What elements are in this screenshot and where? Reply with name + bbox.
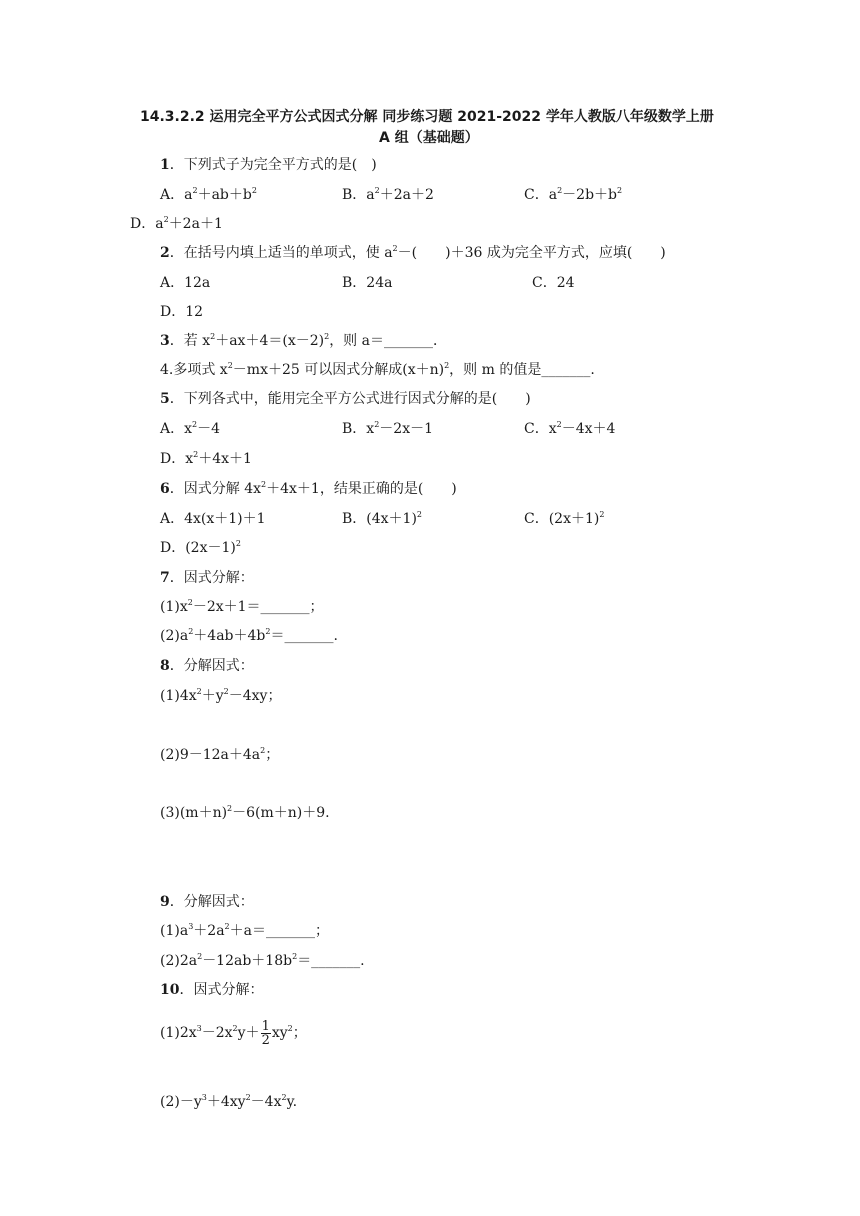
question-6-stem [160, 480, 457, 498]
question-text: －( )＋36 成为完全平方式，应填( ) [397, 245, 666, 261]
q7-part-2 [160, 627, 338, 645]
expr: (1)a [160, 923, 189, 939]
expr: (1)4x [160, 688, 197, 704]
fraction-one-half [261, 1020, 271, 1047]
expr: ＋a＝_______； [229, 923, 329, 939]
expr: y＋ [237, 1025, 260, 1041]
q1-option-b [342, 186, 434, 204]
q10-part-1 [160, 1016, 307, 1050]
question-number: 7 [160, 570, 170, 586]
expr: ＋4ab＋4b [193, 628, 266, 644]
numerator: 1 [261, 1018, 270, 1034]
expr: (2)9－12a＋4a [160, 747, 261, 763]
question-3 [160, 332, 447, 350]
option-label: D． [160, 451, 186, 467]
exponent: 2 [374, 420, 380, 429]
question-1-stem [160, 156, 377, 174]
exponent: 2 [556, 420, 562, 429]
question-text: ．下列式子为完全平方式的是( ) [169, 157, 377, 173]
question-number: 6 [160, 481, 170, 497]
q5-option-c [524, 420, 615, 438]
expr: ，则 a＝_______． [329, 333, 447, 349]
exponent: 3 [188, 922, 194, 931]
exponent: 2 [444, 361, 450, 370]
exponent: 2 [227, 804, 233, 813]
q6-option-d [160, 539, 241, 557]
q10-part-2 [160, 1093, 297, 1111]
question-text: ．因式分解 4x [169, 481, 262, 497]
exponent: 3 [196, 1024, 202, 1033]
expr: －mx＋25 可以因式分解成(x＋n) [232, 362, 445, 378]
expr: ，则 m 的值是_______. [449, 362, 595, 378]
expr: xy [271, 1025, 288, 1041]
expr: ＋ab＋b [197, 187, 252, 203]
q5-option-a [160, 420, 220, 438]
expr: (2)a [160, 628, 189, 644]
question-8-stem [160, 657, 254, 675]
q8-part-3 [160, 804, 330, 822]
exponent: 2 [193, 450, 199, 459]
denominator: 2 [261, 1032, 270, 1048]
expr: ＝_______. [297, 953, 365, 969]
q5-option-b [342, 420, 433, 438]
question-text: ．在括号内填上适当的单项式，使 a [169, 245, 393, 261]
question-number: 9 [160, 894, 170, 910]
document-title: 14.3.2.2 运用完全平方公式因式分解 同步练习题 2021-2022 学年人教版八年级数学上册 [140, 109, 714, 125]
exponent: 2 [232, 1024, 238, 1033]
exponent: 2 [223, 687, 229, 696]
exponent: 2 [287, 1024, 293, 1033]
question-text: ．分解因式： [169, 658, 254, 674]
q2-option-c: C．24 [532, 275, 575, 291]
expr: －4x＋4 [561, 421, 616, 437]
exponent: 2 [292, 952, 298, 961]
expr: (2)2a [160, 953, 198, 969]
expr: 4.多项式 x [160, 362, 228, 378]
exponent: 2 [265, 627, 271, 636]
question-number: 5 [160, 391, 170, 407]
question-2-stem [160, 244, 666, 262]
expr: ＋2a [193, 923, 225, 939]
exponent: 2 [163, 215, 169, 224]
q9-part-1 [160, 922, 329, 940]
q6-option-b [342, 510, 422, 528]
option-label: C． [524, 421, 549, 437]
question-number: 1 [160, 157, 170, 173]
expr: y. [286, 1094, 298, 1110]
expr: x [185, 451, 194, 467]
question-7-stem [160, 569, 254, 587]
q1-option-d [130, 215, 223, 233]
q2-option-d: D．12 [160, 304, 204, 320]
exponent: 2 [196, 687, 202, 696]
expr: (1)2x [160, 1025, 197, 1041]
expr: ＋4x＋1 [198, 451, 252, 467]
expr: (3)(m＋n) [160, 805, 228, 821]
exponent: 2 [227, 361, 233, 370]
expr: (1)x [160, 599, 188, 615]
exponent: 2 [224, 922, 230, 931]
q2-option-a: A．12a [160, 275, 211, 291]
question-9-stem [160, 893, 254, 911]
option-label: C． [524, 187, 549, 203]
question-text: ＋4x＋1，结果正确的是( ) [266, 481, 457, 497]
exponent: 2 [245, 1093, 251, 1102]
expr: －4x [250, 1094, 282, 1110]
exponent: 3 [201, 1093, 207, 1102]
exponent: 2 [416, 510, 423, 519]
q8-part-2 [160, 746, 279, 764]
option-label: B． [342, 187, 367, 203]
expr: ； [265, 747, 280, 763]
question-text: ．因式分解： [179, 982, 264, 998]
exponent: 2 [260, 746, 266, 755]
expr: －2x＋1＝_______； [192, 599, 324, 615]
expr: ＋2a＋2 [379, 187, 434, 203]
expr: －2x [201, 1025, 233, 1041]
exponent: 2 [192, 186, 198, 195]
section-heading: A 组（基础题） [379, 130, 479, 146]
question-text: ．分解因式： [169, 894, 254, 910]
expr: a [366, 187, 375, 203]
expr: C．(2x＋1) [524, 511, 600, 527]
exponent: 2 [281, 1093, 287, 1102]
q1-option-a [160, 186, 257, 204]
expr: －4 [197, 421, 221, 437]
question-10-stem [160, 981, 263, 999]
expr: a [155, 216, 164, 232]
exponent: 2 [192, 420, 198, 429]
expr: B．(4x＋1) [342, 511, 417, 527]
expr: ＋4xy [206, 1094, 246, 1110]
question-number: 10 [160, 982, 180, 998]
expr: x [366, 421, 375, 437]
exponent: 2 [392, 244, 398, 253]
expr: －2b＋b [562, 187, 618, 203]
exponent: 2 [374, 186, 380, 195]
q6-option-c [524, 510, 604, 528]
exponent: 2 [210, 332, 216, 341]
q2-option-b: B．24a [342, 275, 393, 291]
option-label: D． [130, 216, 156, 232]
exponent: 2 [261, 480, 267, 489]
q8-part-1 [160, 687, 281, 705]
question-text: ．下列各式中，能用完全平方公式进行因式分解的是( ) [169, 391, 531, 407]
q1-option-c [524, 186, 622, 204]
q7-part-1 [160, 598, 324, 616]
question-4 [160, 361, 595, 379]
expr: ； [292, 1025, 307, 1041]
question-5-stem [160, 390, 531, 408]
option-label: A． [160, 187, 185, 203]
expr: ＋ax＋4＝(x－2) [215, 333, 325, 349]
expr: －6(m＋n)＋9. [232, 805, 330, 821]
expr: －4xy； [228, 688, 282, 704]
expr: －2x－1 [379, 421, 434, 437]
expr: a [548, 187, 558, 203]
question-number: 8 [160, 658, 170, 674]
question-text: ．因式分解： [169, 570, 254, 586]
question-number: 2 [160, 245, 170, 261]
expr: ＝_______. [270, 628, 338, 644]
exponent: 2 [557, 186, 563, 195]
expr: x [548, 421, 557, 437]
expr: (2)－y [160, 1094, 202, 1110]
expr: ＋y [201, 688, 224, 704]
expr: ＋2a＋1 [168, 216, 223, 232]
question-number: 3 [160, 333, 170, 349]
exponent: 2 [324, 332, 330, 341]
exponent: 2 [617, 186, 623, 195]
q5-option-d [160, 450, 252, 468]
expr: x [184, 421, 193, 437]
expr: D．(2x－1) [160, 540, 236, 556]
exponent: 2 [187, 598, 193, 607]
option-label: A． [160, 421, 185, 437]
option-label: B． [342, 421, 367, 437]
q6-option-a: A．4x(x＋1)＋1 [160, 511, 266, 527]
expr: －12ab＋18b [202, 953, 293, 969]
expr: ．若 x [169, 333, 211, 349]
exponent: 2 [599, 510, 605, 519]
q9-part-2 [160, 952, 365, 970]
exponent: 2 [251, 186, 257, 195]
expr: a [184, 187, 193, 203]
exponent: 2 [235, 539, 241, 548]
exponent: 2 [188, 627, 194, 636]
exponent: 2 [197, 952, 203, 961]
